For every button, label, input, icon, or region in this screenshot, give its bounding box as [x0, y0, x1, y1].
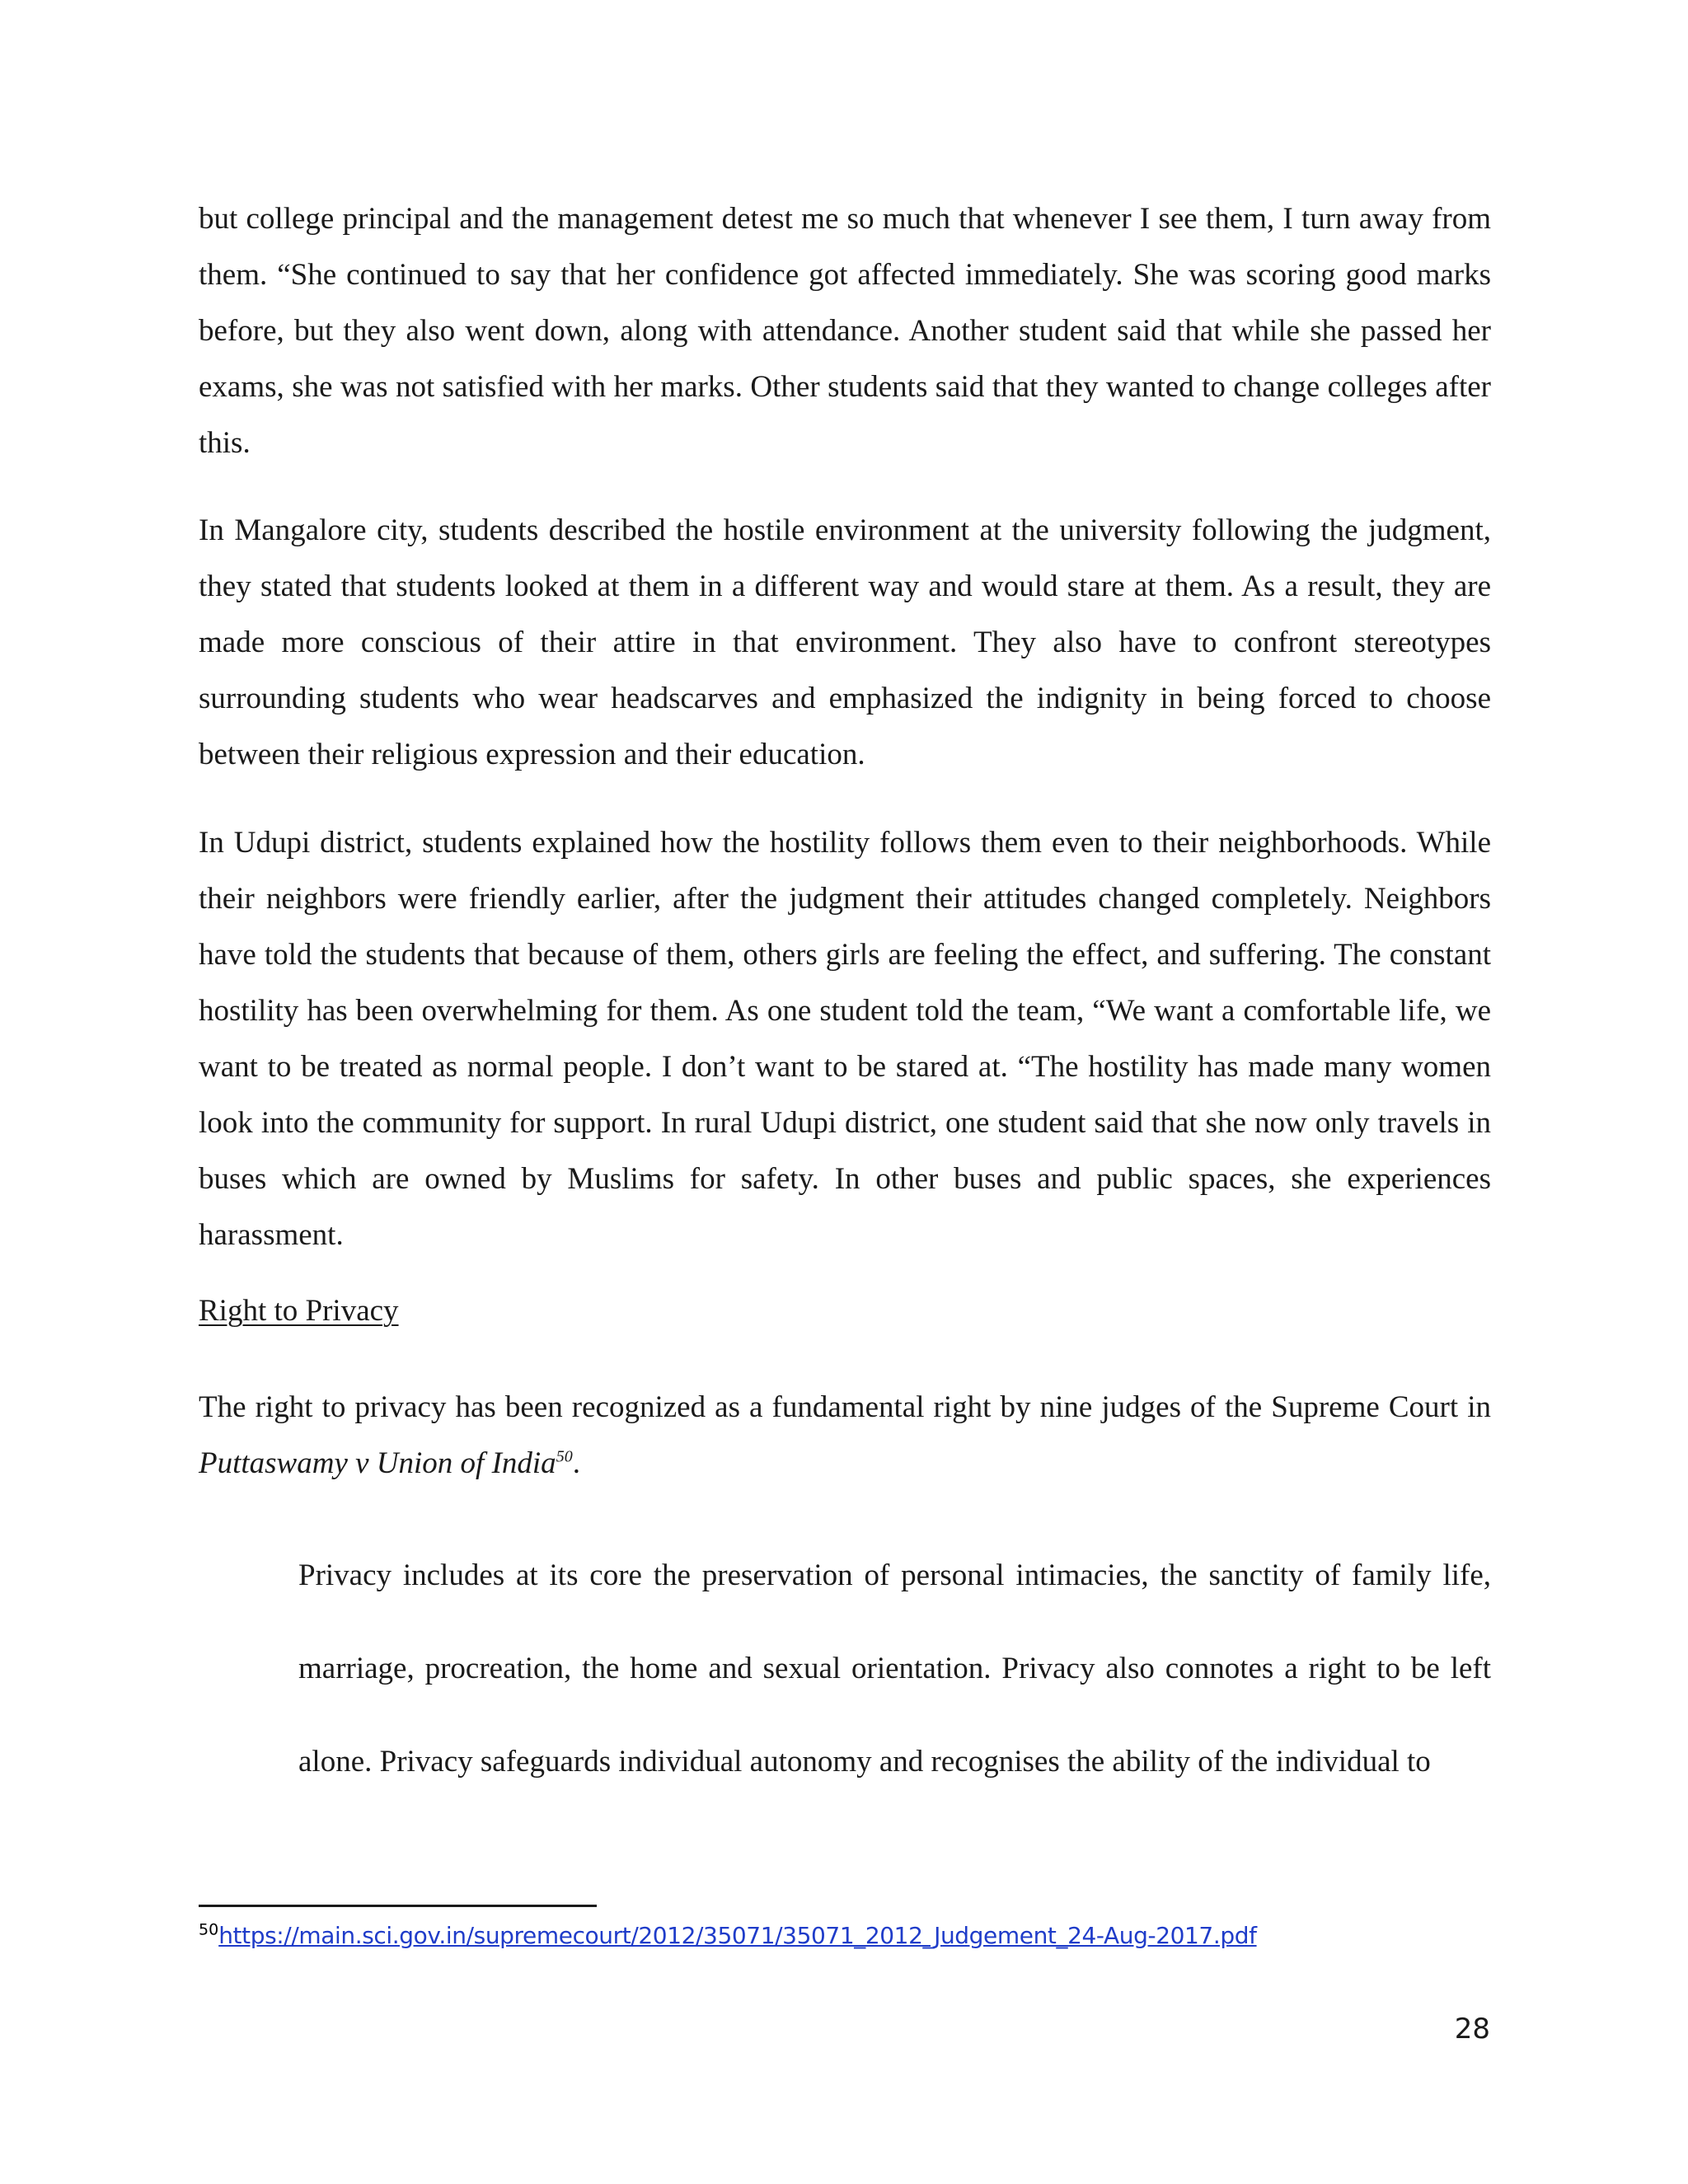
- section-heading-right-to-privacy: Right to Privacy: [199, 1294, 399, 1328]
- paragraph-mangalore: In Mangalore city, students described the hostile environment at the university following the judgment, they stated that students looked at them in a different way and would stare at them. As a result, they are made more conscious of their attire in that environment. They also have to confront stereotypes surrounding students who wear headscarves and emphasized the indignity in being forced to choose between their religious expression and their education.: [199, 513, 1491, 771]
- footnote-divider: [199, 1905, 597, 1907]
- footnote-marker: 50: [199, 1920, 219, 1939]
- footnote-reference[interactable]: 50: [556, 1447, 573, 1466]
- page-number: 28: [1454, 2013, 1490, 2046]
- footnote-link[interactable]: https://main.sci.gov.in/supremecourt/2012/35071/35071_2012_Judgement_24-Aug-2017.pdf: [218, 1922, 1257, 1949]
- privacy-text-after: .: [572, 1446, 580, 1480]
- paragraph-privacy-right: [199, 1380, 1491, 1492]
- privacy-text-before: The right to privacy has been recognized as a fundamental right by nine judges of the Supreme Court in: [199, 1390, 1491, 1424]
- block-quote: Privacy includes at its core the preservation of personal intimacies, the sanctity of family life, marriage, procreation, the home and sexual orientation. Privacy also connotes a right to be left alone. Privacy safeguards individual autonomy and recognises the ability of the individual to: [298, 1558, 1491, 1779]
- paragraph-udupi: In Udupi district, students explained how the hostility follows them even to their neighborhoods. While their neighbors were friendly earlier, after the judgment their attitudes changed completely. Neighbors have told the students that because of them, others girls are feeling the effect, and suffering. The constant hostility has been overwhelming for them. As one student told the team, “We want a comfortable life, we want to be treated as normal people. I don’t want to be stared at. “The hostility has made many women look into the community for support. In rural Udupi district, one student said that she now only travels in buses which are owned by Muslims for safety. In other buses and public spaces, she experiences harassment.: [199, 826, 1491, 1252]
- footnote: [199, 1921, 1257, 1949]
- paragraph-student-confidence: but college principal and the management detest me so much that whenever I see them, I turn away from them. “She continued to say that her confidence got affected immediately. She was scoring good marks before, but they also went down, along with attendance. Another student said that while she passed her exams, she was not satisfied with her marks. Other students said that they wanted to change colleges after this.: [199, 202, 1491, 460]
- case-name: Puttaswamy v Union of India: [199, 1446, 556, 1480]
